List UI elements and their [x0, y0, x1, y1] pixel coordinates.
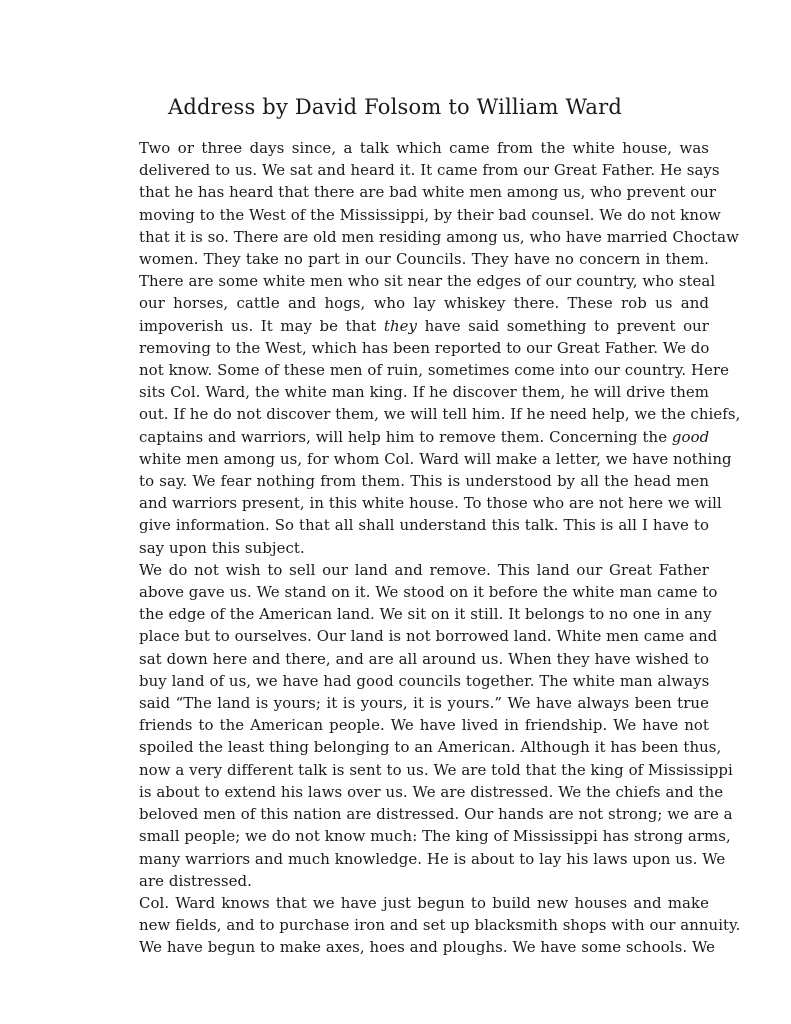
text-line: We do not wish to sell our land and remove. This land our Great Father — [139, 560, 709, 579]
text-line: Col. Ward knows that we have just begun to build new houses and make — [139, 893, 709, 912]
text-line: said “The land is yours; it is yours, it is yours.” We have always been true — [139, 694, 709, 713]
document-title: Address by David Folsom to William Ward — [167, 95, 623, 119]
text-line: sits Col. Ward, the white man king. If he discover them, he will drive them — [139, 383, 709, 402]
paragraph-1 — [81, 137, 741, 559]
text-line: spoiled the least thing belonging to an American. Although it has been thus, — [139, 738, 722, 757]
text-line: give information. So that all shall understand this talk. This is all I have to — [139, 516, 709, 535]
text-line: that it is so. There are old men residing among us, who have married Choctaw — [139, 227, 739, 246]
text-line: above gave us. We stand on it. We stood on it before the white man came to — [139, 583, 718, 602]
text-line: that he has heard that there are bad white men among us, who prevent our — [139, 183, 717, 202]
paragraph-2 — [81, 559, 733, 892]
text-line: place but to ourselves. Our land is not borrowed land. White men came and — [139, 627, 718, 646]
text-line: not know. Some of these men of ruin, sometimes come into our country. Here — [139, 361, 730, 380]
text-line: delivered to us. We sat and heard it. It came from our Great Father. He says — [139, 161, 720, 180]
text-line: to say. We fear nothing from them. This is understood by all the head men — [139, 472, 709, 491]
text-line: now a very different talk is sent to us. We are told that the king of Mississippi — [139, 760, 733, 779]
text-line: small people; we do not know much: The king of Mississippi has strong arms, — [139, 827, 731, 846]
text-line: our horses, cattle and hogs, who lay whiskey there. These rob us and — [139, 294, 709, 313]
document-page — [81, 95, 741, 959]
text-line: impoverish us. It may be that they have said something to prevent our — [139, 316, 709, 335]
text-line: friends to the American people. We have lived in friendship. We have not — [139, 716, 709, 735]
text-line: are distressed. — [139, 871, 252, 890]
text-line: beloved men of this nation are distressed. Our hands are not strong; we are a — [139, 805, 733, 824]
text-line: many warriors and much knowledge. He is about to lay his laws upon us. We — [139, 849, 726, 868]
paragraph-3 — [81, 892, 741, 959]
text-line: moving to the West of the Mississippi, by their bad counsel. We do not know — [139, 205, 721, 224]
text-line: captains and warriors, will help him to remove them. Concerning the good — [139, 427, 710, 446]
emphasized-word: good — [671, 427, 710, 446]
text-line: women. They take no part in our Councils. They have no concern in them. — [139, 250, 709, 269]
text-line: white men among us, for whom Col. Ward will make a letter, we have nothing — [139, 449, 732, 468]
text-line: out. If he do not discover them, we will tell him. If he need help, we the chiefs, — [139, 405, 741, 424]
text-line: say upon this subject. — [139, 538, 305, 557]
text-line: is about to extend his laws over us. We are distressed. We the chiefs and the — [139, 782, 724, 801]
text-line: the edge of the American land. We sit on it still. It belongs to no one in any — [139, 605, 712, 624]
text-line: buy land of us, we have had good councils together. The white man always — [139, 671, 710, 690]
emphasized-word: they — [383, 316, 418, 335]
text-line: We have begun to make axes, hoes and ploughs. We have some schools. We — [139, 938, 716, 957]
text-line: and warriors present, in this white house. To those who are not here we will — [139, 494, 722, 513]
text-line: There are some white men who sit near the edges of our country, who steal — [139, 272, 716, 291]
text-line: new fields, and to purchase iron and set up blacksmith shops with our annuity. — [139, 916, 741, 935]
text-line: sat down here and there, and are all around us. When they have wished to — [139, 649, 709, 668]
document-body — [81, 137, 741, 959]
text-line: removing to the West, which has been reported to our Great Father. We do — [139, 338, 710, 357]
text-line: Two or three days since, a talk which came from the white house, was — [139, 139, 709, 157]
